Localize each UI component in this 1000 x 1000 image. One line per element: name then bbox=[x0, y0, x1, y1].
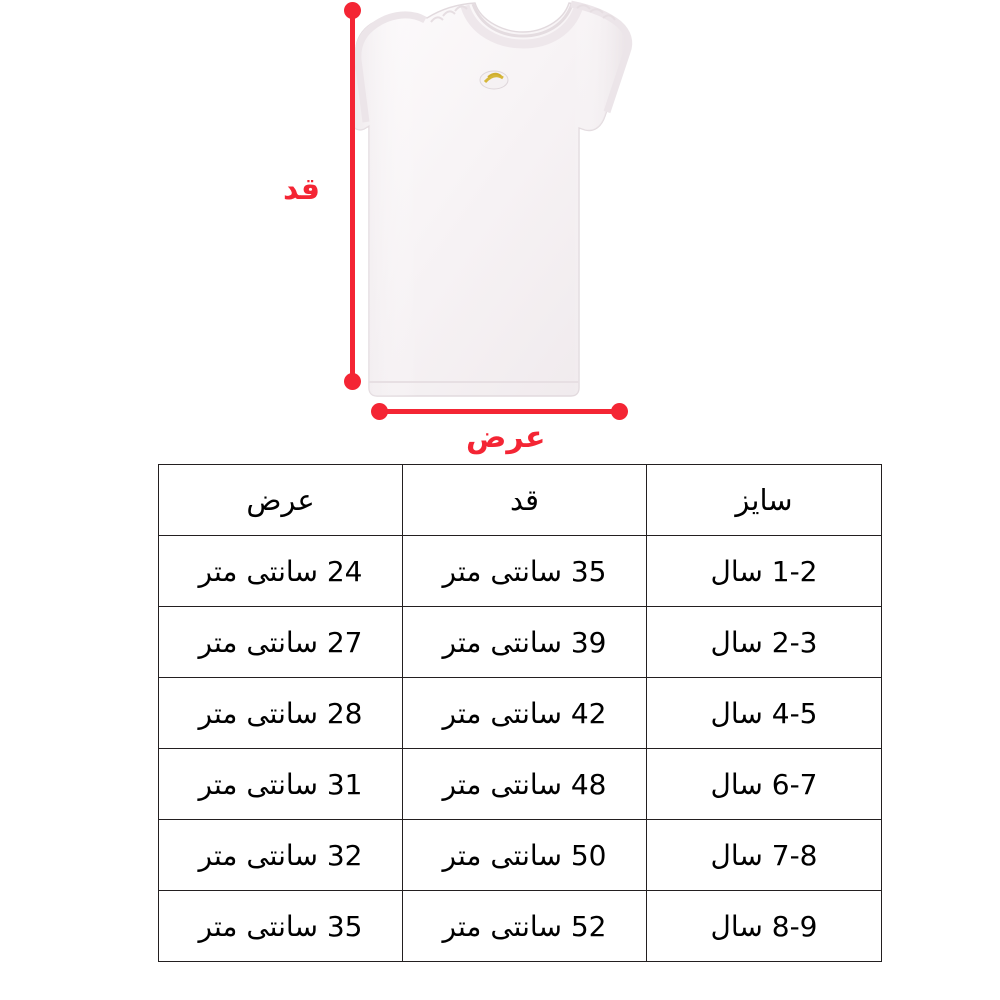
cell-width: 35 سانتی متر bbox=[159, 891, 403, 962]
cell-width: 28 سانتی متر bbox=[159, 678, 403, 749]
cell-width: 24 سانتی متر bbox=[159, 536, 403, 607]
cell-size: 2-3 سال bbox=[647, 607, 882, 678]
cell-size: 8-9 سال bbox=[647, 891, 882, 962]
cell-height: 42 سانتی متر bbox=[403, 678, 647, 749]
cell-width: 32 سانتی متر bbox=[159, 820, 403, 891]
cell-size: 4-5 سال bbox=[647, 678, 882, 749]
tank-top-image bbox=[355, 0, 645, 400]
cell-size: 1-2 سال bbox=[647, 536, 882, 607]
height-measure-label: قد bbox=[283, 172, 320, 207]
table-row bbox=[159, 749, 882, 820]
table-row bbox=[159, 678, 882, 749]
width-measure-line bbox=[378, 409, 622, 414]
cell-height: 39 سانتی متر bbox=[403, 607, 647, 678]
table-row bbox=[159, 820, 882, 891]
cell-size: 7-8 سال bbox=[647, 820, 882, 891]
height-measure-bottom-dot bbox=[344, 373, 361, 390]
cell-width: 27 سانتی متر bbox=[159, 607, 403, 678]
cell-height: 48 سانتی متر bbox=[403, 749, 647, 820]
height-measure-line bbox=[350, 10, 355, 385]
garment-illustration bbox=[0, 0, 1000, 460]
width-measure-left-dot bbox=[371, 403, 388, 420]
size-table bbox=[158, 464, 882, 962]
width-measure-right-dot bbox=[611, 403, 628, 420]
cell-width: 31 سانتی متر bbox=[159, 749, 403, 820]
table-row bbox=[159, 536, 882, 607]
header-height: قد bbox=[403, 465, 647, 536]
cell-height: 35 سانتی متر bbox=[403, 536, 647, 607]
table-row bbox=[159, 891, 882, 962]
table-header-row bbox=[159, 465, 882, 536]
cell-size: 6-7 سال bbox=[647, 749, 882, 820]
table-row bbox=[159, 607, 882, 678]
cell-height: 50 سانتی متر bbox=[403, 820, 647, 891]
header-width: عرض bbox=[159, 465, 403, 536]
height-measure-top-dot bbox=[344, 2, 361, 19]
header-size: سایز bbox=[647, 465, 882, 536]
cell-height: 52 سانتی متر bbox=[403, 891, 647, 962]
width-measure-label: عرض bbox=[466, 420, 546, 455]
